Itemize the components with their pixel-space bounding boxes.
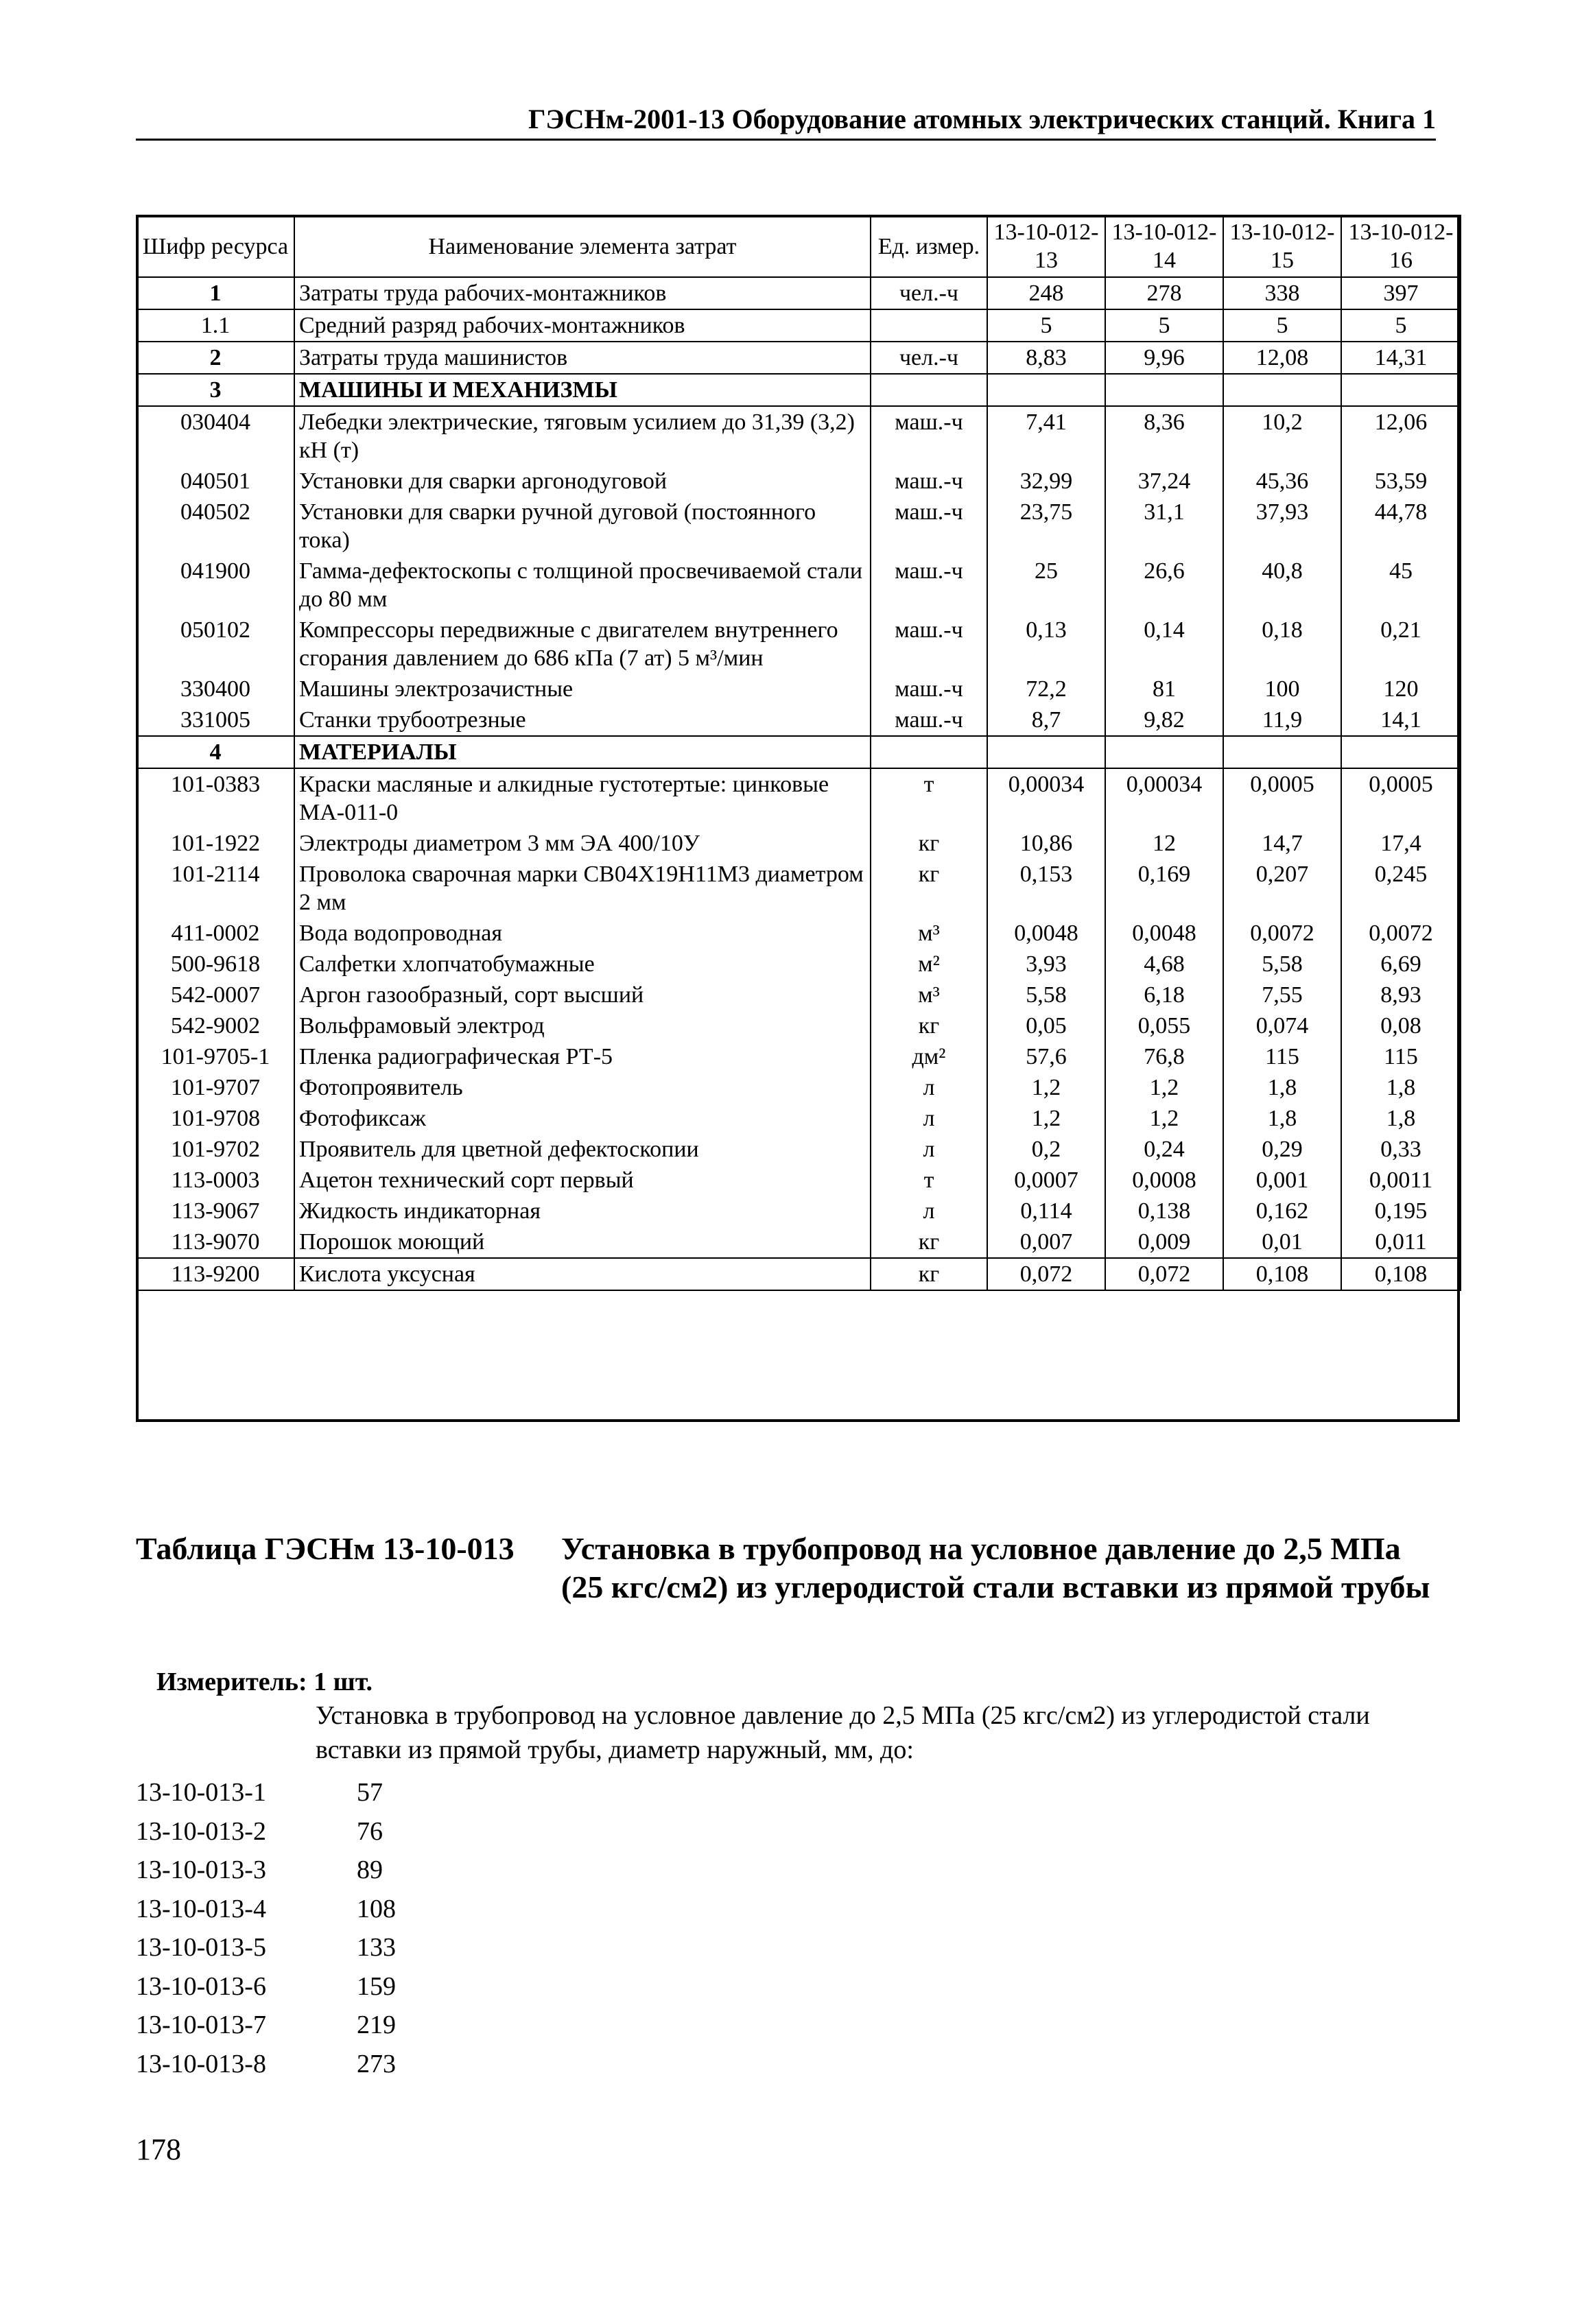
cell-code: 101-9708 [137,1103,294,1134]
page-number: 178 [136,2133,181,2166]
item-diameter: 273 [357,2049,396,2078]
cell-value: 5 [987,309,1105,342]
cell-value: 14,1 [1341,704,1461,736]
cell-value: 338 [1223,277,1341,309]
cell-value: 40,8 [1223,556,1341,615]
cell-unit: маш.-ч [871,466,987,497]
cell-value: 5,58 [987,980,1105,1010]
table-row [137,497,1461,556]
cell-value: 0,29 [1223,1134,1341,1165]
cell-value: 0,072 [1105,1258,1223,1290]
table-row [137,277,1461,309]
cell-unit: маш.-ч [871,674,987,704]
cell-value: 0,0011 [1341,1165,1461,1196]
cell-name: Установки для сварки ручной дуговой (постоянного тока) [294,497,871,556]
cell-value: 248 [987,277,1105,309]
cell-name: МАТЕРИАЛЫ [294,736,871,768]
table-row [137,736,1461,768]
cell-value: 0,153 [987,859,1105,918]
cell-code: 331005 [137,704,294,736]
column-header: 13-10-012-14 [1105,215,1223,277]
cell-value: 0,00034 [987,768,1105,828]
item-code: 13-10-013-6 [136,1971,266,2001]
cell-unit: м² [871,949,987,980]
cell-name: МАШИНЫ И МЕХАНИЗМЫ [294,374,871,406]
cell-code: 101-1922 [137,828,294,859]
cell-unit: кг [871,1226,987,1258]
cell-unit: м³ [871,918,987,949]
item-diameter: 159 [357,1971,396,2001]
cell-code: 101-9702 [137,1134,294,1165]
cell-value: 0,05 [987,1010,1105,1041]
cell-value [1223,736,1341,768]
cell-value: 0,0072 [1223,918,1341,949]
cell-name: Установки для сварки аргонодуговой [294,466,871,497]
cell-value: 10,86 [987,828,1105,859]
cell-value: 1,2 [987,1103,1105,1134]
cell-code: 101-9707 [137,1072,294,1103]
cell-value: 0,0048 [987,918,1105,949]
column-header: 13-10-012-16 [1341,215,1461,277]
cell-value: 14,31 [1341,342,1461,374]
cell-code: 500-9618 [137,949,294,980]
cell-value: 397 [1341,277,1461,309]
table-row [137,1103,1461,1134]
cell-name: Порошок моющий [294,1226,871,1258]
cell-value: 72,2 [987,674,1105,704]
cell-code: 2 [137,342,294,374]
cell-value: 0,13 [987,615,1105,674]
cell-value: 1,2 [1105,1103,1223,1134]
cell-name: Фотофиксаж [294,1103,871,1134]
cell-value [1105,374,1223,406]
section-description: Установка в трубопровод на условное давление до 2,5 МПа (25 кгс/см2) из углеродистой стали вставки из прямой трубы, диаметр наружный, мм, до: [316,1701,1370,1764]
cell-value: 1,2 [987,1072,1105,1103]
table-row [137,615,1461,674]
cell-unit: маш.-ч [871,615,987,674]
cell-value: 0,01 [1223,1226,1341,1258]
cell-value: 0,195 [1341,1196,1461,1226]
cell-name: Компрессоры передвижные с двигателем внутреннего сгорания давлением до 686 кПа (7 ат) 5 м³/мин [294,615,871,674]
cell-value: 115 [1341,1041,1461,1072]
cell-value: 0,0007 [987,1165,1105,1196]
cell-value: 0,0048 [1105,918,1223,949]
cell-value: 120 [1341,674,1461,704]
cell-unit [871,374,987,406]
cell-unit: т [871,1165,987,1196]
item-diameter: 76 [357,1816,383,1846]
item-diameter: 219 [357,2011,396,2039]
cell-name: Электроды диаметром 3 мм ЭА 400/10У [294,828,871,859]
table-body [137,277,1461,1290]
cell-value: 0,108 [1341,1258,1461,1290]
running-header: ГЭСНм-2001-13 Оборудование атомных электрических станций. Книга 1 [136,103,1436,141]
table-row [137,828,1461,859]
cell-value: 0,162 [1223,1196,1341,1226]
table-row [137,466,1461,497]
cell-value: 0,114 [987,1196,1105,1226]
cell-value: 26,6 [1105,556,1223,615]
cell-value: 1,8 [1223,1072,1341,1103]
cell-value: 0,18 [1223,615,1341,674]
cell-value: 11,9 [1223,704,1341,736]
table-row [137,1165,1461,1196]
cell-name: Ацетон технический сорт первый [294,1165,871,1196]
cell-name: Затраты труда рабочих-монтажников [294,277,871,309]
cell-value: 12,08 [1223,342,1341,374]
cell-name: Машины электрозачистные [294,674,871,704]
table-row [137,406,1461,466]
cell-value: 12 [1105,828,1223,859]
cell-unit: м³ [871,980,987,1010]
cell-code: 040502 [137,497,294,556]
cell-value: 0,009 [1105,1226,1223,1258]
item-diameter: 133 [357,1933,396,1962]
cell-unit: л [871,1134,987,1165]
column-header: Наименование элемента затрат [294,215,871,277]
table-row [137,1134,1461,1165]
cell-unit: маш.-ч [871,406,987,466]
cell-name: Лебедки электрические, тяговым усилием до 31,39 (3,2) кН (т) [294,406,871,466]
cell-unit: кг [871,828,987,859]
cell-value: 8,83 [987,342,1105,374]
cell-unit: дм² [871,1041,987,1072]
table-row [137,1226,1461,1258]
cell-value: 5 [1105,309,1223,342]
cell-value: 0,207 [1223,859,1341,918]
cell-value: 0,33 [1341,1134,1461,1165]
cell-code: 330400 [137,674,294,704]
cell-value: 81 [1105,674,1223,704]
cell-value: 0,074 [1223,1010,1341,1041]
cell-value: 0,21 [1341,615,1461,674]
cell-unit: маш.-ч [871,497,987,556]
cell-value: 7,55 [1223,980,1341,1010]
cell-value: 8,36 [1105,406,1223,466]
cell-code: 4 [137,736,294,768]
item-diameter: 57 [357,1778,383,1807]
cell-code: 113-9200 [137,1258,294,1290]
cell-name: Станки трубоотрезные [294,704,871,736]
cell-unit [871,736,987,768]
cell-unit: л [871,1196,987,1226]
cell-value: 0,007 [987,1226,1105,1258]
cell-value: 45 [1341,556,1461,615]
cell-name: Вода водопроводная [294,918,871,949]
table-row [137,674,1461,704]
cell-code: 3 [137,374,294,406]
cell-code: 101-2114 [137,859,294,918]
table-row [137,768,1461,828]
cell-name: Жидкость индикаторная [294,1196,871,1226]
cell-value: 1,8 [1223,1103,1341,1134]
cell-code: 1 [137,277,294,309]
cell-code: 030404 [137,406,294,466]
cell-value: 1,8 [1341,1103,1461,1134]
cell-value: 0,072 [987,1258,1105,1290]
cell-value: 6,18 [1105,980,1223,1010]
cell-name: Гамма-дефектоскопы с толщиной просвечиваемой стали до 80 мм [294,556,871,615]
cell-value: 5 [1341,309,1461,342]
cell-value: 0,108 [1223,1258,1341,1290]
cell-value: 3,93 [987,949,1105,980]
item-code: 13-10-013-5 [136,1933,266,1962]
cell-unit: кг [871,1258,987,1290]
cell-value: 8,93 [1341,980,1461,1010]
cell-value: 9,96 [1105,342,1223,374]
item-code: 13-10-013-8 [136,2049,266,2078]
cell-unit: кг [871,859,987,918]
cell-value [987,374,1105,406]
cell-code: 113-0003 [137,1165,294,1196]
cell-code: 542-0007 [137,980,294,1010]
cell-value: 23,75 [987,497,1105,556]
cell-value: 14,7 [1223,828,1341,859]
table-row [137,556,1461,615]
cell-value: 0,001 [1223,1165,1341,1196]
cell-value: 12,06 [1341,406,1461,466]
cell-unit: маш.-ч [871,704,987,736]
item-diameter: 108 [357,1894,396,1923]
cell-value: 10,2 [1223,406,1341,466]
cell-name: Затраты труда машинистов [294,342,871,374]
cell-code: 101-9705-1 [137,1041,294,1072]
cell-code: 113-9067 [137,1196,294,1226]
cell-value [1223,374,1341,406]
cell-unit: чел.-ч [871,277,987,309]
cell-value: 278 [1105,277,1223,309]
cell-name: Салфетки хлопчатобумажные [294,949,871,980]
cell-name: Кислота уксусная [294,1258,871,1290]
cell-name: Фотопроявитель [294,1072,871,1103]
cell-name: Проволока сварочная марки СВ04Х19Н11М3 диаметром 2 мм [294,859,871,918]
cell-value: 4,68 [1105,949,1223,980]
cell-value: 57,6 [987,1041,1105,1072]
table-row [137,1258,1461,1290]
cell-code: 101-0383 [137,768,294,828]
cell-value: 0,08 [1341,1010,1461,1041]
cell-value [1105,736,1223,768]
table-header-row [137,215,1461,277]
cell-value: 37,93 [1223,497,1341,556]
cell-value: 1,2 [1105,1072,1223,1103]
table-label: Таблица ГЭСНм 13-10-013 [136,1531,515,1566]
cell-name: Краски масляные и алкидные густотертые: цинковые МА-011-0 [294,768,871,828]
cell-value: 25 [987,556,1105,615]
cell-value: 0,0008 [1105,1165,1223,1196]
cell-value: 53,59 [1341,466,1461,497]
cell-unit: л [871,1103,987,1134]
table-row [137,1010,1461,1041]
cell-value [1341,374,1461,406]
item-diameter: 89 [357,1855,383,1884]
cell-value: 100 [1223,674,1341,704]
cell-value: 0,138 [1105,1196,1223,1226]
cell-code: 542-9002 [137,1010,294,1041]
cell-unit: чел.-ч [871,342,987,374]
table-row [137,949,1461,980]
cell-name: Проявитель для цветной дефектоскопии [294,1134,871,1165]
cell-value: 0,00034 [1105,768,1223,828]
cell-value: 1,8 [1341,1072,1461,1103]
column-header: Ед. измер. [871,215,987,277]
cell-value: 32,99 [987,466,1105,497]
cell-value: 6,69 [1341,949,1461,980]
item-code: 13-10-013-7 [136,2011,266,2039]
cell-value: 0,055 [1105,1010,1223,1041]
cell-code: 1.1 [137,309,294,342]
cell-value: 0,169 [1105,859,1223,918]
cell-value: 45,36 [1223,466,1341,497]
table-row [137,918,1461,949]
table-row [137,1072,1461,1103]
table-row [137,309,1461,342]
cell-code: 040501 [137,466,294,497]
cell-value: 0,245 [1341,859,1461,918]
cell-value: 0,24 [1105,1134,1223,1165]
item-code: 13-10-013-1 [136,1778,266,1807]
cell-value: 0,2 [987,1134,1105,1165]
cell-unit [871,309,987,342]
table-row [137,704,1461,736]
table-row [137,374,1461,406]
table-row [137,342,1461,374]
cell-value: 76,8 [1105,1041,1223,1072]
cell-value: 0,0072 [1341,918,1461,949]
cell-value: 8,7 [987,704,1105,736]
cell-value: 44,78 [1341,497,1461,556]
cell-code: 050102 [137,615,294,674]
item-code: 13-10-013-3 [136,1855,266,1884]
cell-name: Пленка радиографическая РТ-5 [294,1041,871,1072]
cell-value: 0,14 [1105,615,1223,674]
cell-value [987,736,1105,768]
cell-code: 113-9070 [137,1226,294,1258]
table-row [137,1196,1461,1226]
cell-value: 5 [1223,309,1341,342]
cell-value [1341,736,1461,768]
measure-unit: Измеритель: 1 шт. [156,1668,373,1696]
cell-value: 0,0005 [1223,768,1341,828]
cell-value: 0,0005 [1341,768,1461,828]
cell-value: 31,1 [1105,497,1223,556]
cell-value: 17,4 [1341,828,1461,859]
item-code: 13-10-013-2 [136,1816,266,1846]
cell-name: Вольфрамовый электрод [294,1010,871,1041]
cell-unit: л [871,1072,987,1103]
cell-unit: кг [871,1010,987,1041]
table-row [137,859,1461,918]
column-header: Шифр ресурса [137,215,294,277]
cell-code: 041900 [137,556,294,615]
item-code: 13-10-013-4 [136,1894,266,1923]
cell-unit: маш.-ч [871,556,987,615]
table-title-text: Установка в трубопровод на условное давление до 2,5 МПа (25 кгс/см2) из углеродистой стали вставки из прямой трубы [561,1531,1430,1604]
cell-value: 37,24 [1105,466,1223,497]
column-header: 13-10-012-13 [987,215,1105,277]
column-header: 13-10-012-15 [1223,215,1341,277]
resource-norms-table [136,215,1461,1291]
cell-unit: т [871,768,987,828]
cell-value: 115 [1223,1041,1341,1072]
cell-value: 9,82 [1105,704,1223,736]
table-row [137,980,1461,1010]
cell-code: 411-0002 [137,918,294,949]
cell-name: Аргон газообразный, сорт высший [294,980,871,1010]
table-row [137,1041,1461,1072]
cell-value: 5,58 [1223,949,1341,980]
cell-value: 0,011 [1341,1226,1461,1258]
cell-name: Средний разряд рабочих-монтажников [294,309,871,342]
cell-value: 7,41 [987,406,1105,466]
